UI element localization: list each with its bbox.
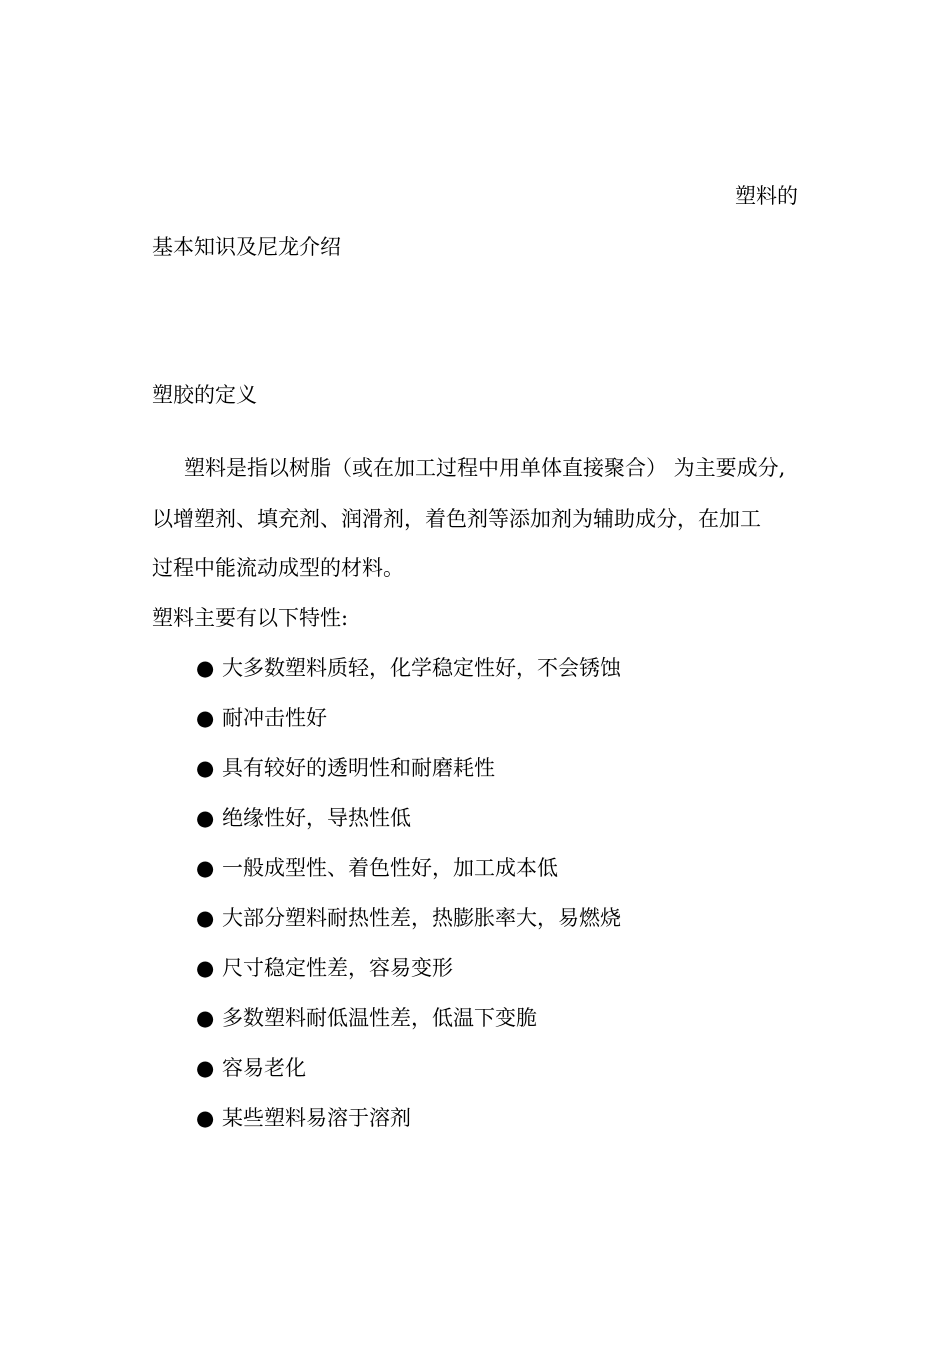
feature-text: 大部分塑料耐热性差，热膨胀率大，易燃烧 bbox=[222, 906, 621, 930]
feature-text: 耐冲击性好 bbox=[222, 706, 327, 730]
definition-line-1: 塑料是指以树脂（或在加工过程中用单体直接聚合） 为主要成分, bbox=[184, 456, 786, 480]
features-list bbox=[196, 654, 621, 1154]
bullet-icon: ● bbox=[196, 906, 215, 930]
document-title-part2: 基本知识及尼龙介绍 bbox=[152, 235, 341, 259]
bullet-icon: ● bbox=[196, 1006, 215, 1030]
list-item bbox=[196, 1104, 621, 1154]
list-item bbox=[196, 1054, 621, 1104]
bullet-icon: ● bbox=[196, 1106, 215, 1130]
definition-line-3: 过程中能流动成型的材料。 bbox=[152, 556, 404, 580]
section-heading: 塑胶的定义 bbox=[152, 383, 257, 407]
list-item bbox=[196, 654, 621, 704]
list-item bbox=[196, 954, 621, 1004]
list-item bbox=[196, 804, 621, 854]
definition-line-2: 以增塑剂、填充剂、润滑剂，着色剂等添加剂为辅助成分，在加工 bbox=[152, 507, 761, 531]
feature-text: 大多数塑料质轻，化学稳定性好，不会锈蚀 bbox=[222, 656, 621, 680]
bullet-icon: ● bbox=[196, 656, 215, 680]
feature-text: 尺寸稳定性差，容易变形 bbox=[222, 956, 453, 980]
bullet-icon: ● bbox=[196, 706, 215, 730]
list-item bbox=[196, 704, 621, 754]
feature-text: 一般成型性、着色性好，加工成本低 bbox=[222, 856, 558, 880]
feature-text: 某些塑料易溶于溶剂 bbox=[222, 1106, 411, 1130]
features-intro: 塑料主要有以下特性: bbox=[152, 606, 349, 630]
list-item bbox=[196, 1004, 621, 1054]
bullet-icon: ● bbox=[196, 756, 215, 780]
feature-text: 多数塑料耐低温性差，低温下变脆 bbox=[222, 1006, 537, 1030]
bullet-icon: ● bbox=[196, 856, 215, 880]
bullet-icon: ● bbox=[196, 956, 215, 980]
feature-text: 绝缘性好，导热性低 bbox=[222, 806, 411, 830]
document-title-part1: 塑料的 bbox=[735, 184, 798, 208]
list-item bbox=[196, 754, 621, 804]
feature-text: 具有较好的透明性和耐磨耗性 bbox=[222, 756, 495, 780]
feature-text: 容易老化 bbox=[222, 1056, 306, 1080]
bullet-icon: ● bbox=[196, 1056, 215, 1080]
list-item bbox=[196, 854, 621, 904]
bullet-icon: ● bbox=[196, 806, 215, 830]
list-item bbox=[196, 904, 621, 954]
